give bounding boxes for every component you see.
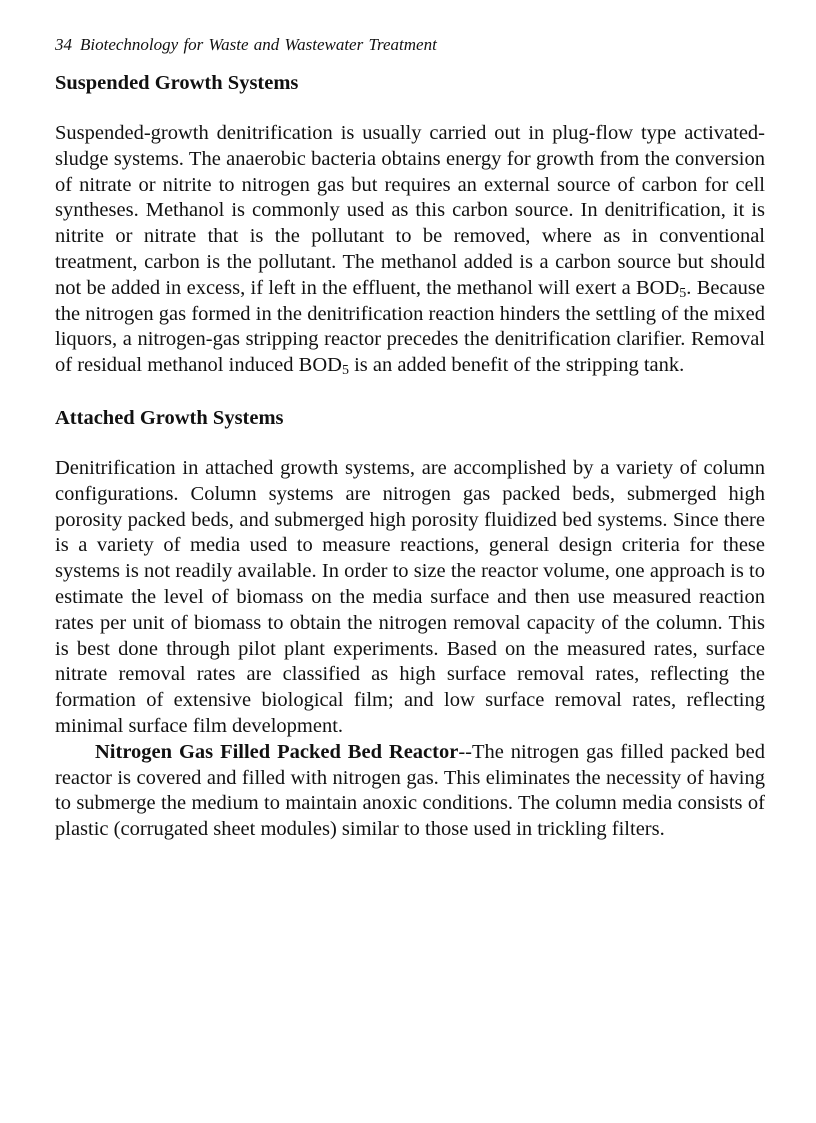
running-head bbox=[55, 34, 765, 56]
book-page bbox=[55, 34, 765, 843]
text-segment: is an added benefit of the stripping tank. bbox=[348, 354, 685, 377]
page-number: 34 bbox=[55, 35, 72, 54]
paragraph-suspended-growth bbox=[55, 121, 765, 379]
book-title: Biotechnology for Waste and Wastewater Treatment bbox=[80, 35, 437, 54]
subsection-text: --The nitrogen gas filled packed bed reactor is covered and filled with nitrogen gas. This eliminates the necessity of having to submerge the medium to maintain anoxic conditions. The column media consists of plastic (corrugated sheet modules) similar to those used in trickling filters. bbox=[55, 740, 765, 841]
subscript: 5 bbox=[679, 285, 687, 301]
subscript: 5 bbox=[341, 363, 349, 379]
text-segment: Suspended-growth denitrification is usually carried out in plug-flow type activated-sludge systems. The anaerobic bacteria obtains energy for growth from the conversion of nitrate or nitrite to nitrogen gas but requires an external source of carbon for cell syntheses. Methanol is commonly used as this carbon source. In denitrification, it is nitrite or nitrate that is the pollutant to be removed, where as in conventional treatment, carbon is the pollutant. The methanol added is a carbon source but should not be added in excess, if left in the effluent, the methanol will exert a BOD bbox=[55, 122, 765, 299]
section-heading-attached-growth: Attached Growth Systems bbox=[55, 406, 284, 429]
paragraph-attached-growth: Denitrification in attached growth systems, are accomplished by a variety of column configurations. Column systems are nitrogen gas packed beds, submerged high porosity packed beds, and submerged high porosity fluidized bed systems. Since there is a variety of media used to measure reactions, general design criteria for these systems is not readily available. In order to size the reactor volume, one approach is to estimate the level of biomass on the media surface and then use measured reaction rates per unit of biomass to obtain the nitrogen removal capacity of the column. This is best done through pilot plant experiments. Based on the measured rates, surface nitrate removal rates are classified as high surface removal rates, reflecting the formation of extensive biological film; and low surface removal rates, reflecting minimal surface film development. bbox=[55, 456, 765, 737]
run-in-heading: Nitrogen Gas Filled Packed Bed Reactor bbox=[95, 740, 459, 763]
text-segment: . Because the nitrogen gas formed in the denitrification reaction hinders the settling of the mixed liquors, a nitrogen-gas stripping reactor precedes the denitrification clarifier. Removal of residual methanol induced BOD bbox=[55, 276, 766, 377]
paragraph-nitrogen-gas-reactor bbox=[55, 740, 765, 843]
section-heading-suspended-growth: Suspended Growth Systems bbox=[55, 72, 299, 94]
